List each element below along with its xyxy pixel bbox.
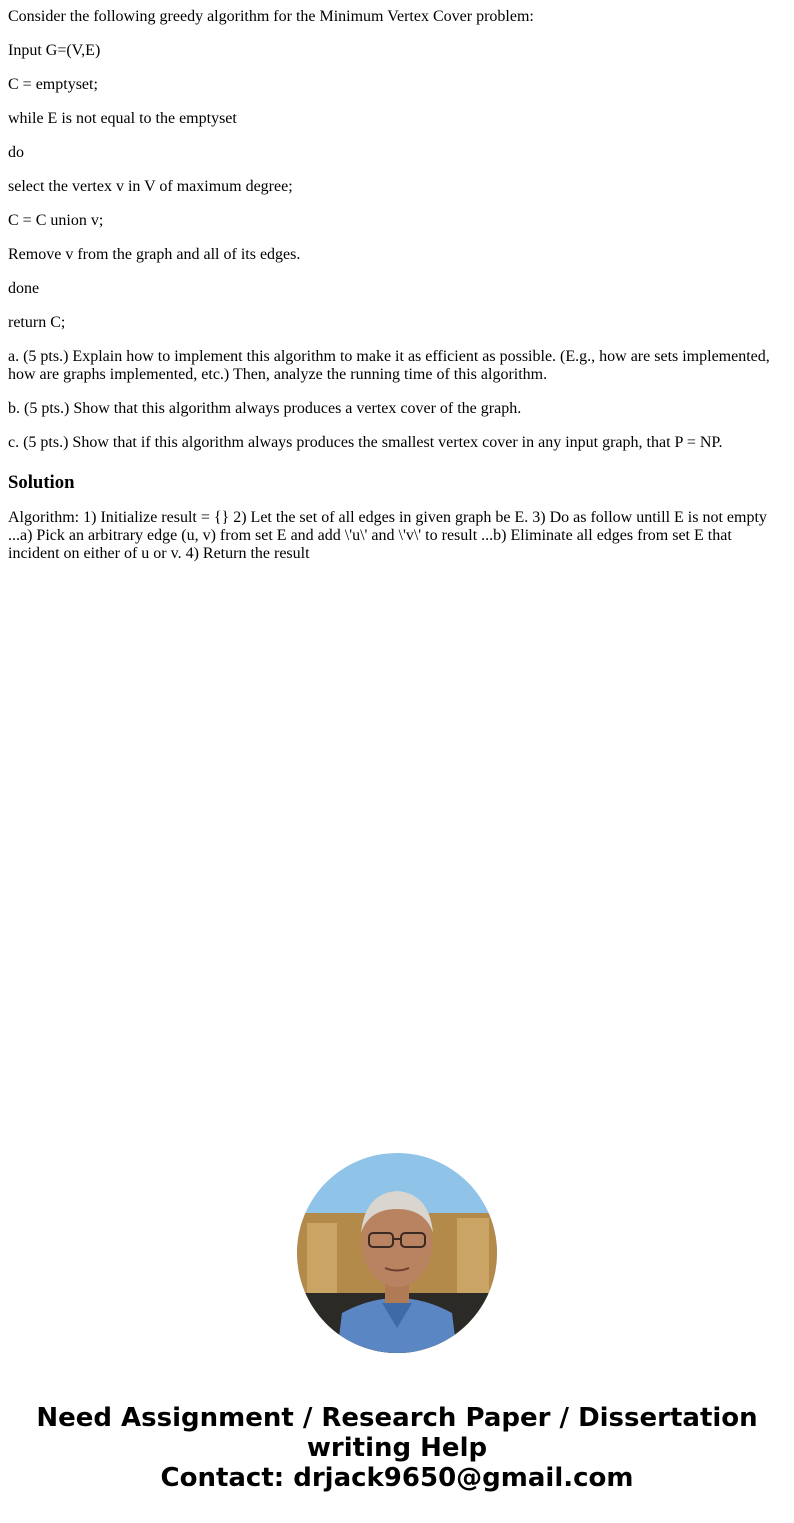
- algorithm-line: done: [8, 280, 40, 297]
- algorithm-line: Remove v from the graph and all of its edges.: [8, 246, 301, 263]
- algorithm-line: while E is not equal to the emptyset: [8, 110, 237, 127]
- algorithm-line: do: [8, 144, 24, 161]
- question-intro: Consider the following greedy algorithm for the Minimum Vertex Cover problem:: [8, 8, 534, 25]
- avatar-illustration: [297, 1153, 497, 1353]
- promo-contact: Contact: drjack9650@gmail.com: [160, 1463, 634, 1493]
- algorithm-line: C = emptyset;: [8, 76, 98, 93]
- algorithm-line: select the vertex v in V of maximum degree;: [8, 178, 293, 195]
- question-part-a: a. (5 pts.) Explain how to implement this algorithm to make it as efficient as possible. (E.g., how are sets implemented, how are graphs implemented, etc.) Then, analyze the running time of this algorithm.: [8, 348, 770, 383]
- algorithm-line: Input G=(V,E): [8, 42, 101, 59]
- question-part-b: b. (5 pts.) Show that this algorithm always produces a vertex cover of the graph.: [8, 400, 522, 417]
- promo-line: writing Help: [306, 1433, 488, 1463]
- solution-heading: Solution: [8, 472, 75, 493]
- promo-line: Need Assignment / Research Paper / Dissertation: [36, 1403, 758, 1433]
- question-part-c: c. (5 pts.) Show that if this algorithm always produces the smallest vertex cover in any input graph, that P = NP.: [8, 434, 723, 451]
- algorithm-line: C = C union v;: [8, 212, 104, 229]
- promo-banner: [0, 1403, 794, 1493]
- algorithm-line: return C;: [8, 314, 66, 331]
- person-photo-icon: [297, 1153, 497, 1353]
- document-body: [8, 8, 786, 579]
- solution-text: Algorithm: 1) Initialize result = {} 2) Let the set of all edges in given graph be E. 3) Do as follow untill E is not empty ...a) Pick an arbitrary edge (u, v) from set E and add \'u\' and \'v\' to result ...b) Eliminate all edges from set E that incident on either of u or v. 4) Return the result: [8, 509, 767, 562]
